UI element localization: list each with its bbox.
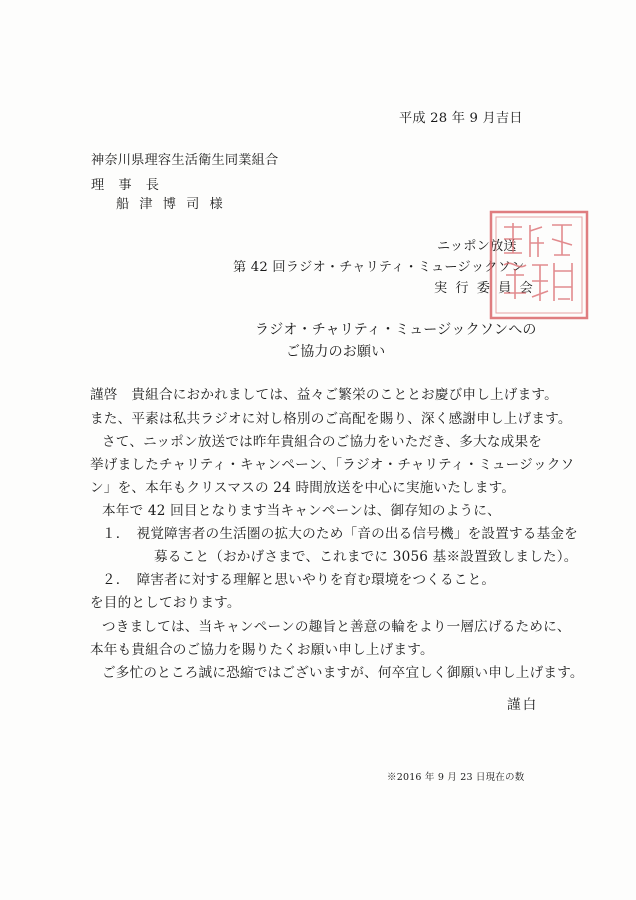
- body-line: ン」を、本年もクリスマスの 24 時間放送を中心に実施いたします。: [90, 480, 516, 496]
- sender-station: ニッポン放送: [437, 239, 517, 254]
- body-line: ご多忙のところ誠に恐縮ではございますが、何卒宜しく御願い申し上げます。: [102, 665, 584, 681]
- title-line-2: ご協力のお願い: [286, 344, 386, 360]
- recipient-organization: 神奈川県理容生活衛生同業組合: [91, 153, 279, 168]
- body-line: さて、ニッポン放送では昨年貴組合のご協力をいただき、多大な成果を: [102, 434, 543, 450]
- body-line: 謹啓 貴組合におかれましては、益々ご繁栄のこととお慶び申し上げます。: [90, 387, 558, 403]
- sender-campaign: 第 42 回ラジオ・チャリティ・ミュージックソン: [233, 260, 525, 275]
- body-line: 本年も貴組合のご協力を賜りたくお願い申し上げます。: [90, 642, 434, 658]
- letter-date: 平成 28 年 9 月吉日: [399, 111, 523, 126]
- recipient-position: 理 事 長: [91, 178, 164, 193]
- body-list-item-2: ２． 障害者に対する理解と思いやりを育む環境をつくること。: [102, 572, 496, 588]
- title-line-1: ラジオ・チャリティ・ミュージックソンへの: [255, 322, 537, 338]
- closing-remark: 謹白: [507, 697, 539, 713]
- company-seal: [488, 209, 590, 321]
- body-line: 挙げましたチャリティ・キャンペーン、「ラジオ・チャリティ・ミュージックソ: [90, 457, 575, 473]
- body-line: つきましては、当キャンペーンの趣旨と善意の輪をより一層広げるために、: [102, 619, 571, 635]
- body-line: を目的としております。: [90, 595, 241, 611]
- footnote: ※2016 年 9 月 23 日現在の数: [387, 772, 525, 783]
- body-line: また、平素は私共ラジオに対し格別のご高配を賜り、深く感謝申し上げます。: [90, 411, 572, 427]
- body-line: 本年で 42 回目となります当キャンペーンは、御存知のように、: [102, 503, 501, 519]
- recipient-name: 船 津 博 司 様: [116, 197, 226, 212]
- body-list-item-1: １． 視覚障害者の生活圏の拡大のため「音の出る信号機」を設置する基金を: [102, 526, 578, 542]
- body-list-item-1-continuation: 募ること（おかげさまで、これまでに 3056 基※設置致しました）。: [154, 549, 578, 565]
- sender-committee: 実 行 委 員 会: [434, 281, 535, 296]
